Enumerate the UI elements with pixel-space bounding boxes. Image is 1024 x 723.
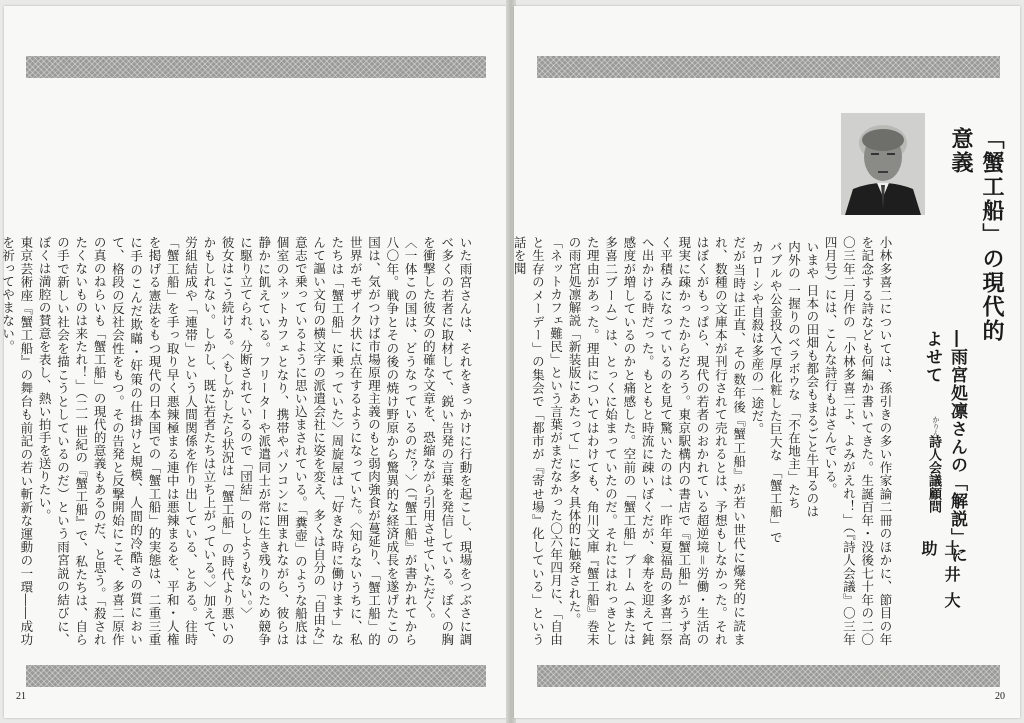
top-decorative-band-left [26,56,486,78]
ruby-reading: かりん [932,416,940,437]
bottom-decorative-band-left [26,665,486,687]
page-number-left: 21 [16,691,26,702]
portrait-icon [841,113,925,215]
bottom-decorative-band-right [537,665,1000,687]
page-number-right: 20 [995,691,1005,702]
article-title: 「蟹工船」の現代的意義 [948,127,1004,343]
article-subtitle: ―雨宮処凛さんの「解説」によせて [922,330,967,564]
left-body-text [0,236,474,647]
left-body-paragraphs: いた雨宮さんは、それをきっかけに行動を起こし、現場をつぶさに調べ多くの若者に取材して、鋭い告発の言葉を発信している。ぼくの胸を衝撃した彼女の的確な文章を、恐縮ながら引用させていただく。 〈一体この国は、どうなっているのだ？〉（『蟹工船』が書かれてから八〇年。戦争とその後の焼け野原から驚異的な経済成長を遂げたこの国は、気がつけば市場原理主義のもと弱肉強食が蔓延り、「蟹工船」的世界がモザイク状に点在するようになっていた。〈知らないうちに、私たちは「蟹工船」に乗っていた〉周旋屋は「好きな時に働けます」なんて謳い文句の横文字の派遣会社に姿を変え、多くは自分の「自由な」意志で乗っているように思い込まされている。「糞壺」のような船底は個室のネットカフェとなり、携帯やパソコンに囲まれながら、彼らは静かに飢えている。フリーターや派遣同士が常に生き残りのため競争に駆り立てられ、分断されているので「団結」のしようもない。〉 彼女はこう続ける。〈もしかしたら状況は「蟹工船」の時代より悪いのかもしれない。しかし、既に若者たちは立ち上がっている。〉加えて、労組結成や「連帯」という人間関係を作り出している、とある。往時「蟹工船」を手っ取り早く悪辣極まる連中は悪辣まるを、平和・人権を掲げる憲法をもつ現代の日本国での「蟹工船」的実態は、二重三重に手のこんだ欺瞞・奸策の仕掛けと規模、人間的冷酷さの質において、格段の反社会性をもつ。その告発と反撃開始にこそ、多喜二原作の真のねらいも「蟹工船」の現代的意義もあるのだ、と思う。「殺されたくないものは来たれ！」（二一世紀の『蟹工船』で、私たちは、自らの手で新しい社会を描こうとしているのだ）という雨宮説の結びに、ぼくは満腔の賛意を表し、熱い拍手を送りたい。 東京芸術座『蟹工船』の舞台も前記の若い斬新な運動の一環――成功を祈ってやまない。 [0,236,473,647]
top-decorative-band-right [537,56,1000,78]
right-body-paragraphs: 小林多喜二については、孫引きの多い作家論二冊のほかに、節目の年を記念する詩なども何編か書いてきた。生誕百年・没後七十年の二〇〇三年二月作の「小林多喜二よ、よみがえれ！」（『詩人会議』〇三年四月号）には、こんな詩行もはさんでいる。 いまや 日本の田畑も都会もまるごと牛耳るのは 内外の 一握りのベラボウな 「不在地主」たち バブルや公金投入で厚化粧した巨大な 「蟹工船」で カローシや自殺は多産の一途だ。 だが当時は正直、その数年後『蟹工船』が若い世代に爆発的に読まれ、数種の文庫本が刊行されて売れるとは、予想もしなかった。それはぼくがもっぱら、現代の若者のおかれている超逆境＝労働・生活の現実に疎かったからだろう。東京駅構内の書店で『蟹工船』がうず高く平積みになっているのを見て驚いたのは、一昨年夏福島の多喜二祭へ出かける時だった。もともと時流に疎いぼくだが、傘寿を迎えて鈍感度が増しているのかと痛感した。空前の「蟹工船」ブーム（または多喜二ブーム）は、とっくに始まっていたのだ。それにはれっきとした理由があった。理由についてはわけても、角川文庫『蟹工船』巻末の雨宮処凛解説「新装版にあたって」に多々具体的に触発された。 「ネットカフェ難民」という言葉がまだなかった〇六年四月に、「自由と生存のメーデー」の集会で「都市が『寄せ場』化している」という話を聞 [512,236,893,646]
author-affiliation: 詩人会議顧問 [926,435,941,513]
right-body-text [512,236,894,646]
author-portrait-photo [841,113,925,215]
author-name: 土井大助 [919,540,961,618]
